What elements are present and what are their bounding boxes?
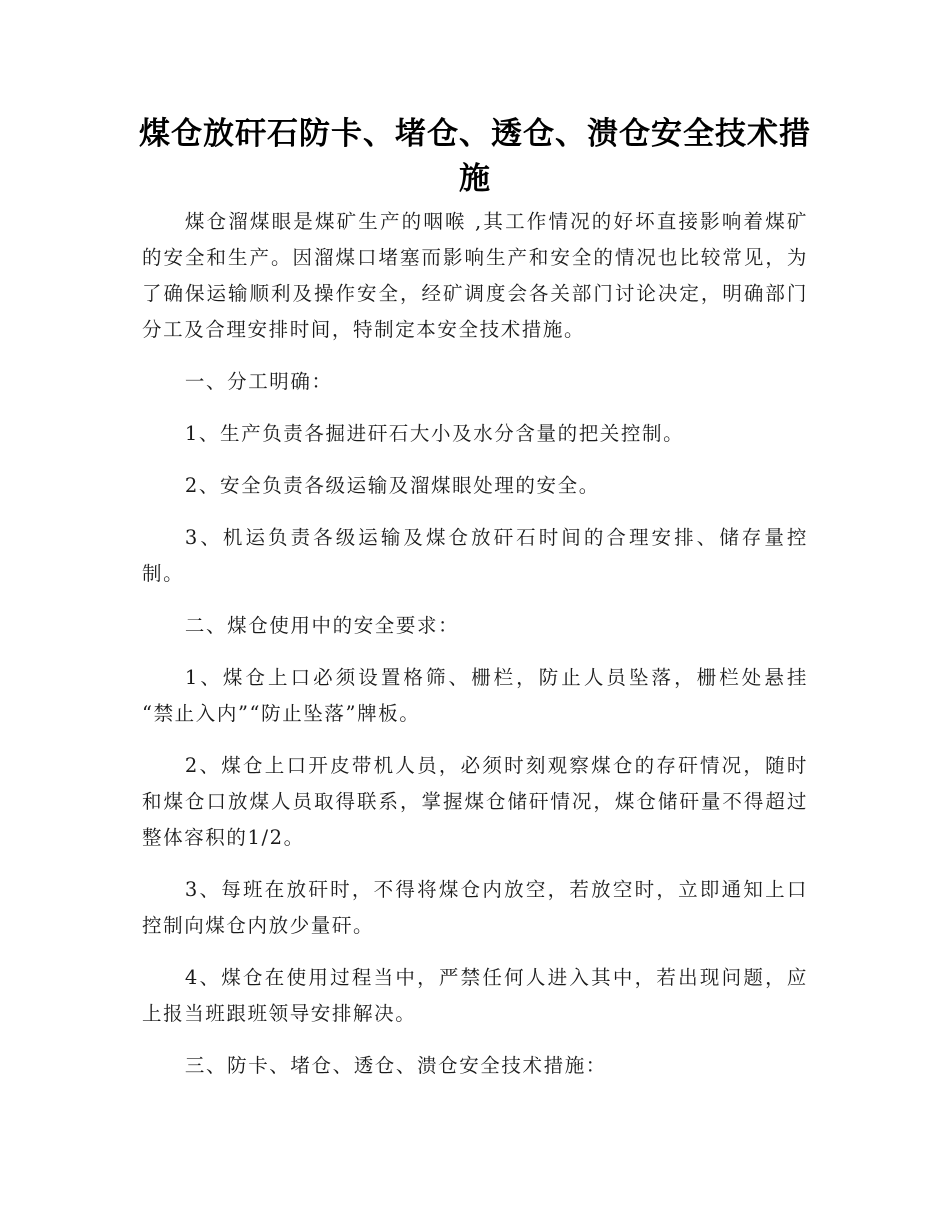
division-item-3: 3、机运负责各级运输及煤仓放矸石时间的合理安排、储存量控制。 (142, 526, 808, 585)
division-item-1: 1、生产负责各掘进矸石大小及水分含量的把关控制。 (184, 422, 685, 445)
section-heading-technical-measures: 三、防卡、堵仓、透仓、溃仓安全技术措施： (184, 1054, 607, 1077)
document-body (142, 204, 808, 1100)
requirement-item-3: 3、每班在放矸时，不得将煤仓内放空，若放空时，立即通知上口控制向煤仓内放少量矸。 (142, 878, 808, 937)
division-item-2: 2、安全负责各级运输及溜煤眼处理的安全。 (184, 474, 600, 497)
section-heading-safety-requirements: 二、煤仓使用中的安全要求： (184, 614, 460, 637)
section-heading-division: 一、分工明确： (184, 370, 333, 393)
document-title: 煤仓放矸石防卡、堵仓、透仓、溃仓安全技术措施 (139, 116, 811, 197)
requirement-item-4: 4、煤仓在使用过程当中，严禁任何人进入其中，若出现问题，应上报当班跟班领导安排解决。 (142, 966, 808, 1025)
requirement-item-1: 1、煤仓上口必须设置格筛、栅栏，防止人员坠落，栅栏处悬挂 “禁止入内”“防止坠落”牌板。 (142, 666, 808, 725)
requirement-item-2: 2、煤仓上口开皮带机人员，必须时刻观察煤仓的存矸情况，随时和煤仓口放煤人员取得联系，掌握煤仓储矸情况，煤仓储矸量不得超过整体容积的1/2。 (142, 754, 808, 849)
intro-paragraph: 煤仓溜煤眼是煤矿生产的咽喉 ,其工作情况的好坏直接影响着煤矿的安全和生产。因溜煤口堵塞而影响生产和安全的情况也比较常见，为了确保运输顺利及操作安全，经矿调度会各关部门讨论决定，明确部门分工及合理安排时间，特制定本安全技术措施。 (142, 210, 808, 341)
